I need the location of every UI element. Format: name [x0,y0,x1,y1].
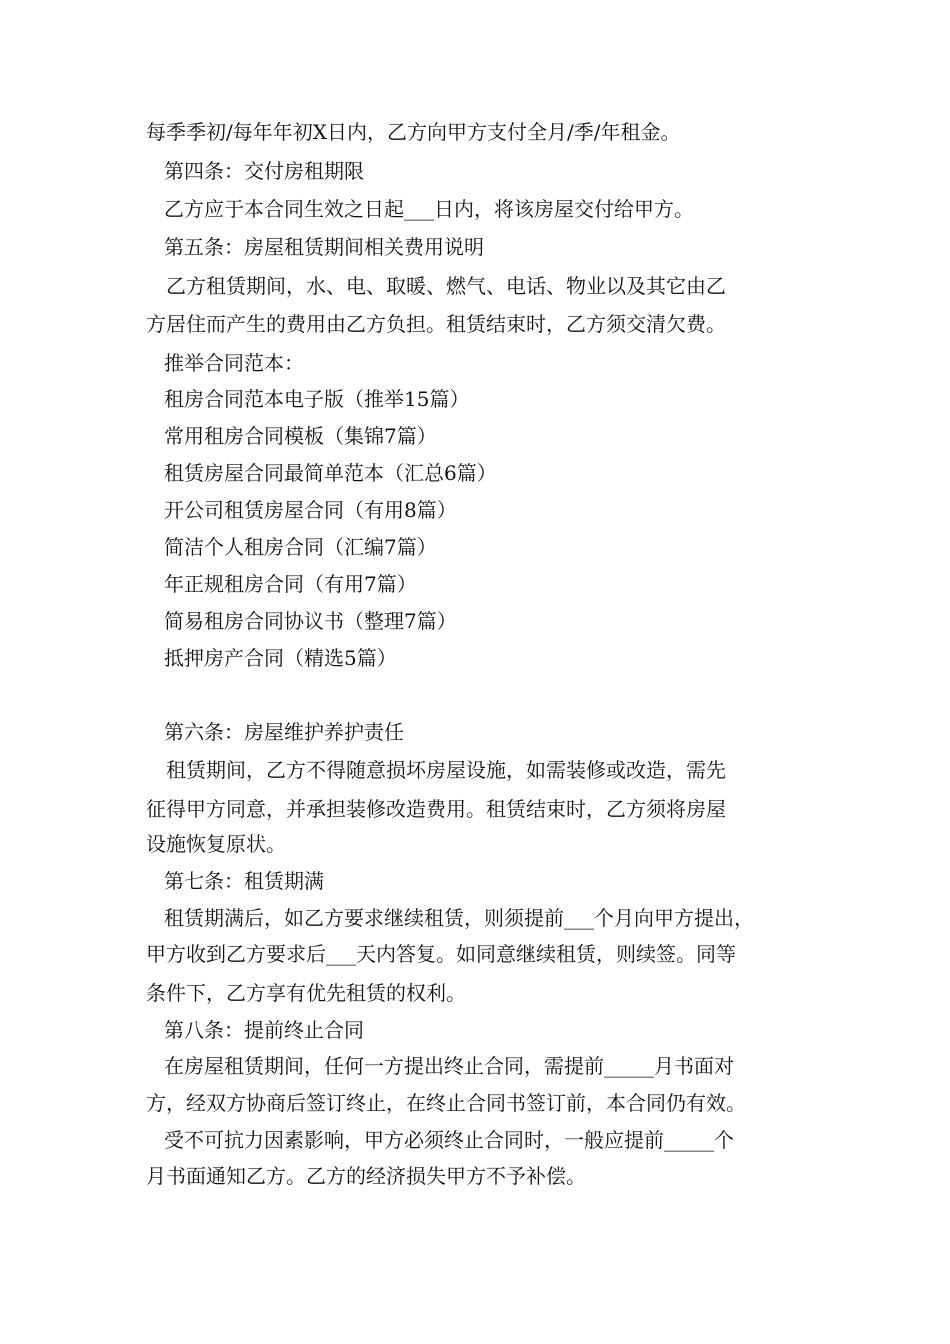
text-line: 乙方应于本合同生效之日起___日内，将该房屋交付给甲方。 [164,197,694,221]
recommend-link[interactable]: 抵押房产合同（精选5篇） [164,646,397,670]
section-heading: 第四条：交付房租期限 [164,159,364,183]
text-line: 征得甲方同意，并承担装修改造费用。租赁结束时，乙方须将房屋 [146,797,726,821]
recommend-heading: 推举合同范本： [164,351,304,375]
text-line: 月书面通知乙方。乙方的经济损失甲方不予补偿。 [146,1164,586,1188]
section-heading: 第六条：房屋维护养护责任 [164,720,404,744]
text-line: 设施恢复原状。 [146,832,286,856]
recommend-link[interactable]: 年正规租房合同（有用7篇） [164,572,417,596]
text-line: 租赁期间，乙方不得随意损坏房屋设施，如需装修或改造，需先 [166,758,726,782]
text-line: 受不可抗力因素影响，甲方必须终止合同时，一般应提前_____个 [164,1128,734,1152]
text-line: 乙方租赁期间，水、电、取暖、燃气、电话、物业以及其它由乙 [166,274,726,298]
text-line: 甲方收到乙方要求后___天内答复。如同意继续租赁，则续签。同等 [146,942,736,966]
text-line: 租赁期满后，如乙方要求继续租赁，则须提前___个月向甲方提出， [164,906,754,930]
recommend-link[interactable]: 简易租房合同协议书（整理7篇） [164,609,457,633]
section-heading: 第五条：房屋租赁期间相关费用说明 [164,235,484,259]
text-line: 条件下，乙方享有优先租赁的权利。 [146,981,466,1005]
text-line: 方居住而产生的费用由乙方负担。租赁结束时，乙方须交清欠费。 [146,312,726,336]
section-heading: 第八条：提前终止合同 [164,1018,364,1042]
text-line: 方，经双方协商后签订终止，在终止合同书签订前，本合同仍有效。 [146,1091,746,1115]
text-line: 每季季初/每年年初X日内，乙方向甲方支付全月/季/年租金。 [146,120,681,144]
recommend-link[interactable]: 开公司租赁房屋合同（有用8篇） [164,498,457,522]
section-heading: 第七条：租赁期满 [164,869,324,893]
recommend-link[interactable]: 简洁个人租房合同（汇编7篇） [164,535,437,559]
recommend-link[interactable]: 常用租房合同模板（集锦7篇） [164,424,437,448]
recommend-link[interactable]: 租赁房屋合同最简单范本（汇总6篇） [164,461,497,485]
text-line: 在房屋租赁期间，任何一方提出终止合同，需提前_____月书面对 [164,1054,734,1078]
recommend-link[interactable]: 租房合同范本电子版（推举15篇） [164,387,470,411]
